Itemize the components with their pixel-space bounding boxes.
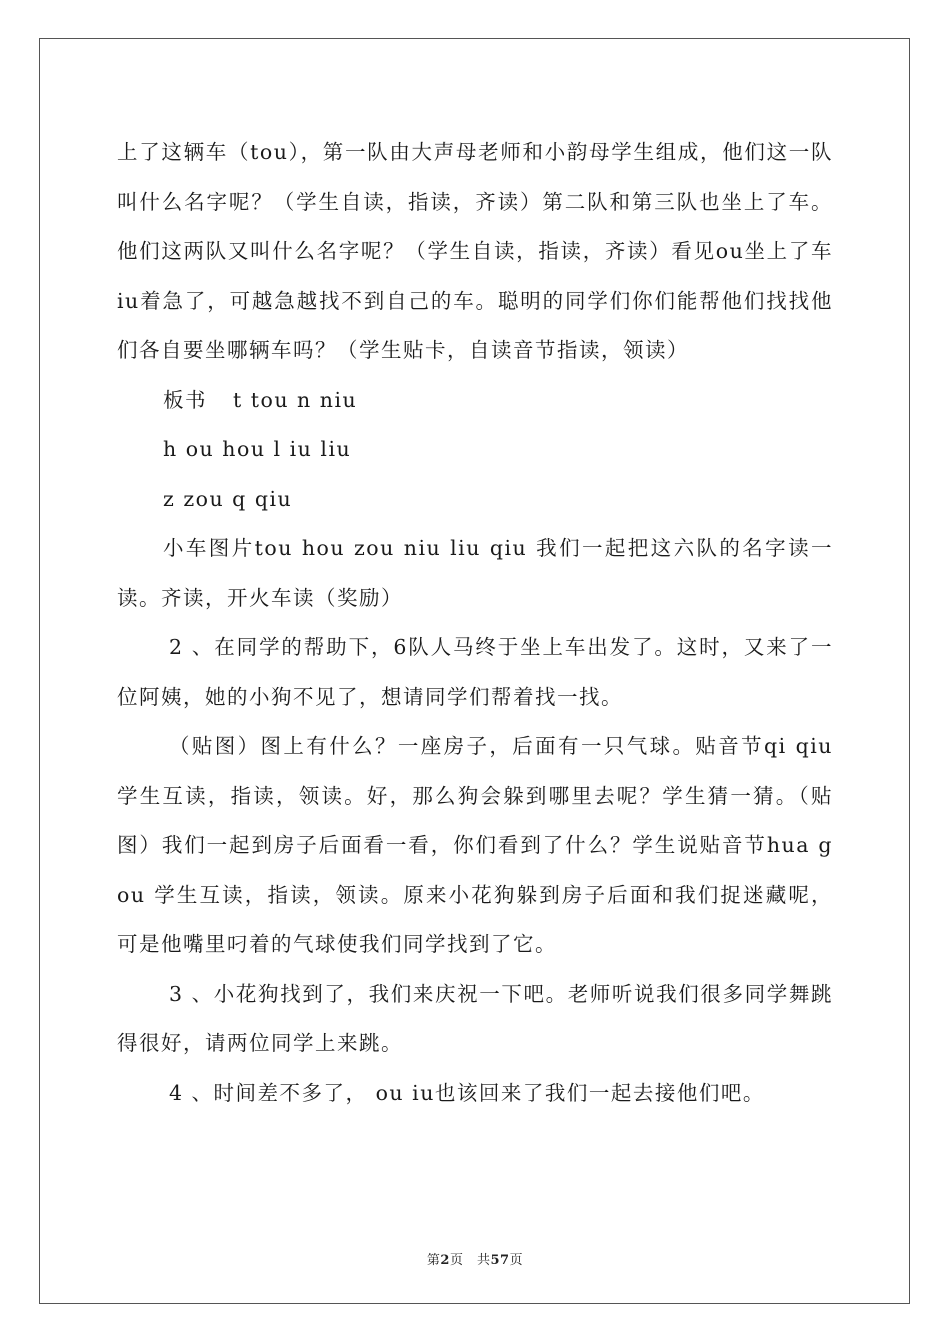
footer-prefix: 第 [426,1253,441,1268]
document-body [117,128,833,1118]
board-label: 板书 [163,387,207,412]
board-line-1-text: t tou n niu [233,387,358,412]
board-line-3: z zou q qiu [163,486,293,511]
paragraph-intro: 上了这辆车（tou），第一队由大声母老师和小韵母学生组成，他们这一队叫什么名字呢？（学生自读，指读，齐读）第二队和第三队也坐上了车。他们这两队又叫什么名字呢？（学生自读，指读，齐读）看见ou坐上了车iu着急了，可越急越找不到自己的车。聪明的同学们你们能帮他们找找他们各自要坐哪辆车吗？（学生贴卡，自读音节指读，领读） [117,140,833,362]
footer-suffix: 页 [509,1253,524,1268]
paragraph-step-2: 2 、在同学的帮助下，6队人马终于坐上车出发了。这时，又来了一位阿姨，她的小狗不见了，想请同学们帮着找一找。 [117,635,833,709]
paragraph-step-4: 4 、时间差不多了， ou iu也该回来了我们一起去接他们吧。 [169,1080,765,1105]
footer-mid: 页 共 [449,1253,491,1268]
paragraph-find-dog: （贴图）图上有什么？一座房子，后面有一只气球。贴音节qi qiu 学生互读，指读，领读。好，那么狗会躲到哪里去呢？学生猜一猜。（贴图）我们一起到房子后面看一看，你们看到了什么？学生说贴音节hua gou 学生互读，指读，领读。原来小花狗躲到房子后面和我们捉迷藏呢，可是他嘴里叼着的气球使我们同学找到了它。 [117,734,833,956]
footer-total-pages: 57 [490,1253,510,1268]
footer-page-number: 2 [440,1253,450,1268]
board-line-1 [117,376,833,426]
paragraph-step-3: 3 、小花狗找到了，我们来庆祝一下吧。老师听说我们很多同学舞跳得很好，请两位同学上来跳。 [117,981,833,1055]
board-line-2: h ou hou l iu liu [163,437,352,461]
page-footer [0,1249,950,1268]
paragraph-six-teams: 小车图片tou hou zou niu liu qiu 我们一起把这六队的名字读一读。齐读，开火车读（奖励） [117,536,833,610]
